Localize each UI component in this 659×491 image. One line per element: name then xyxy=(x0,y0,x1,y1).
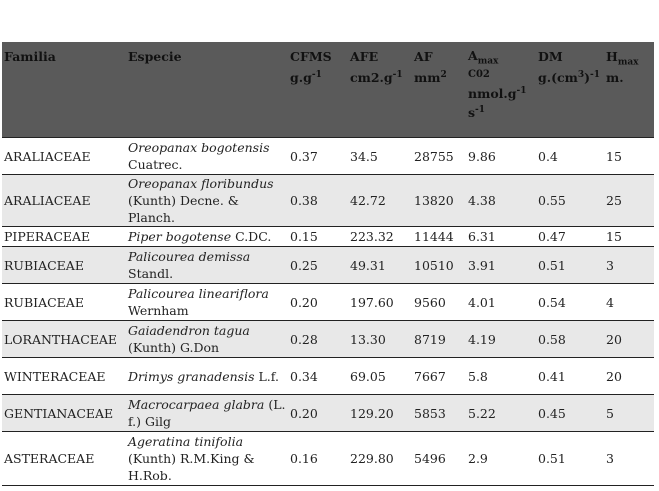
species-cell xyxy=(126,432,288,486)
af-cell: 10510 xyxy=(412,247,466,284)
species-name: Piper bogotense xyxy=(128,229,232,244)
amax-cell: 2.9 xyxy=(466,432,536,486)
cfms-cell: 0.25 xyxy=(288,247,348,284)
header-af-unit xyxy=(414,67,464,88)
afe-cell: 129.20 xyxy=(348,395,412,432)
header-especie xyxy=(126,42,288,138)
header-cfms xyxy=(288,42,348,138)
header-dm-exponent: -1 xyxy=(590,69,601,80)
header-afe xyxy=(348,42,412,138)
header-cfms-exponent: -1 xyxy=(311,69,322,80)
af-cell: 7667 xyxy=(412,358,466,395)
afe-cell: 69.05 xyxy=(348,358,412,395)
table-row xyxy=(2,247,654,284)
hmax-cell: 25 xyxy=(604,175,654,227)
species-author: Standl. xyxy=(128,266,174,281)
header-amax-co2: C02 xyxy=(468,69,490,80)
species-cell xyxy=(126,247,288,284)
header-hmax-letter: H xyxy=(606,49,618,64)
hmax-cell: 3 xyxy=(604,247,654,284)
header-af-exponent: 2 xyxy=(440,69,447,80)
af-cell: 5496 xyxy=(412,432,466,486)
amax-cell: 9.86 xyxy=(466,138,536,175)
table-row xyxy=(2,227,654,247)
header-familia-label: Familia xyxy=(4,49,56,64)
header-amax-letter: A xyxy=(468,48,478,63)
header-hmax-subscript: max xyxy=(617,57,639,68)
af-cell: 9560 xyxy=(412,284,466,321)
dm-cell: 0.4 xyxy=(536,138,604,175)
header-amax-subscript: max xyxy=(477,56,499,67)
af-cell: 8719 xyxy=(412,321,466,358)
header-hmax-unit: m. xyxy=(606,70,624,85)
header-afe-unit xyxy=(350,67,410,88)
species-name: Ageratina tinifolia xyxy=(128,434,244,449)
species-cell xyxy=(126,227,288,247)
dm-cell: 0.58 xyxy=(536,321,604,358)
amax-cell: 3.91 xyxy=(466,247,536,284)
amax-cell: 6.31 xyxy=(466,227,536,247)
header-amax-seconds xyxy=(468,103,534,122)
cfms-cell: 0.37 xyxy=(288,138,348,175)
species-name: Palicourea lineariflora xyxy=(128,286,269,301)
hmax-cell: 15 xyxy=(604,227,654,247)
hmax-cell: 20 xyxy=(604,358,654,395)
species-name: Macrocarpaea glabra xyxy=(128,397,265,412)
header-af-name: AF xyxy=(414,49,433,64)
header-amax-unit-text: nmol.g xyxy=(468,86,517,101)
amax-cell: 5.22 xyxy=(466,395,536,432)
cfms-cell: 0.20 xyxy=(288,395,348,432)
table-row xyxy=(2,175,654,227)
header-afe-unit-text: cm2.g xyxy=(350,70,393,85)
species-author: (Kunth) Decne. & Planch. xyxy=(128,193,239,225)
species-name: Oreopanax floribundus xyxy=(128,176,274,191)
species-cell xyxy=(126,321,288,358)
dm-cell: 0.55 xyxy=(536,175,604,227)
hmax-cell: 4 xyxy=(604,284,654,321)
table-row xyxy=(2,138,654,175)
species-author: (Kunth) G.Don xyxy=(128,340,220,355)
header-dm-unit xyxy=(538,67,602,88)
familia-cell: ARALIACEAE xyxy=(2,138,126,175)
header-cfms-unit-text: g.g xyxy=(290,70,312,85)
header-amax-seconds-exponent: -1 xyxy=(475,104,486,115)
species-author: (L. f.) Gilg xyxy=(128,397,286,429)
cfms-cell: 0.28 xyxy=(288,321,348,358)
table-body xyxy=(2,138,654,486)
af-cell: 13820 xyxy=(412,175,466,227)
header-dm-unit-text: g.(cm xyxy=(538,70,578,85)
header-af xyxy=(412,42,466,138)
cfms-cell: 0.15 xyxy=(288,227,348,247)
header-amax-exponent: -1 xyxy=(516,85,527,96)
cfms-cell: 0.20 xyxy=(288,284,348,321)
header-amax-unit xyxy=(468,84,534,103)
species-author: Wernham xyxy=(128,303,189,318)
species-cell xyxy=(126,175,288,227)
af-cell: 28755 xyxy=(412,138,466,175)
header-dm-close: ) xyxy=(584,70,591,85)
hmax-cell: 20 xyxy=(604,321,654,358)
familia-cell: ARALIACEAE xyxy=(2,175,126,227)
species-author: (Kunth) R.M.King & H.Rob. xyxy=(128,451,255,483)
header-dm xyxy=(536,42,604,138)
cfms-cell: 0.16 xyxy=(288,432,348,486)
cfms-cell: 0.34 xyxy=(288,358,348,395)
amax-cell: 4.19 xyxy=(466,321,536,358)
header-amax-name xyxy=(468,46,534,65)
amax-cell: 5.8 xyxy=(466,358,536,395)
hmax-cell: 15 xyxy=(604,138,654,175)
dm-cell: 0.45 xyxy=(536,395,604,432)
header-afe-name: AFE xyxy=(350,49,379,64)
afe-cell: 229.80 xyxy=(348,432,412,486)
familia-cell: RUBIACEAE xyxy=(2,247,126,284)
header-hmax xyxy=(604,42,654,138)
amax-cell: 4.01 xyxy=(466,284,536,321)
species-author: C.DC. xyxy=(235,229,272,244)
amax-cell: 4.38 xyxy=(466,175,536,227)
afe-cell: 13.30 xyxy=(348,321,412,358)
table-row xyxy=(2,395,654,432)
afe-cell: 34.5 xyxy=(348,138,412,175)
species-cell xyxy=(126,358,288,395)
familia-cell: GENTIANACEAE xyxy=(2,395,126,432)
header-afe-exponent: -1 xyxy=(392,69,403,80)
dm-cell: 0.54 xyxy=(536,284,604,321)
species-name: Drimys granadensis xyxy=(128,368,255,384)
familia-cell: ASTERACEAE xyxy=(2,432,126,486)
familia-cell: LORANTHACEAE xyxy=(2,321,126,358)
species-name: Gaiadendron tagua xyxy=(128,323,250,338)
afe-cell: 223.32 xyxy=(348,227,412,247)
af-cell: 5853 xyxy=(412,395,466,432)
familia-cell: RUBIACEAE xyxy=(2,284,126,321)
table-header-row xyxy=(2,42,654,138)
species-author: L.f. xyxy=(258,368,279,384)
header-dm-name: DM xyxy=(538,49,563,64)
species-cell xyxy=(126,395,288,432)
header-cfms-name: CFMS xyxy=(290,49,332,64)
hmax-cell: 5 xyxy=(604,395,654,432)
dm-cell: 0.41 xyxy=(536,358,604,395)
species-cell xyxy=(126,138,288,175)
dm-cell: 0.47 xyxy=(536,227,604,247)
familia-cell: PIPERACEAE xyxy=(2,227,126,247)
table-row xyxy=(2,358,654,395)
species-name: Oreopanax bogotensis xyxy=(128,140,270,155)
afe-cell: 197.60 xyxy=(348,284,412,321)
header-especie-label: Especie xyxy=(128,49,182,64)
afe-cell: 49.31 xyxy=(348,247,412,284)
header-amax xyxy=(466,42,536,138)
species-traits-table xyxy=(2,42,654,486)
header-amax-seconds-text: s xyxy=(468,105,476,120)
species-author: Cuatrec. xyxy=(128,157,183,172)
af-cell: 11444 xyxy=(412,227,466,247)
species-name: Palicourea demissa xyxy=(128,249,251,264)
hmax-cell: 3 xyxy=(604,432,654,486)
table-row xyxy=(2,432,654,486)
dm-cell: 0.51 xyxy=(536,247,604,284)
header-familia xyxy=(2,42,126,138)
header-af-unit-text: mm xyxy=(414,70,441,85)
header-cfms-unit xyxy=(290,67,346,88)
species-cell xyxy=(126,284,288,321)
header-dm-cube: 3 xyxy=(577,69,585,80)
cfms-cell: 0.38 xyxy=(288,175,348,227)
table-row xyxy=(2,321,654,358)
header-hmax-name xyxy=(606,46,652,67)
table-row xyxy=(2,284,654,321)
dm-cell: 0.51 xyxy=(536,432,604,486)
afe-cell: 42.72 xyxy=(348,175,412,227)
familia-cell: WINTERACEAE xyxy=(2,358,126,395)
